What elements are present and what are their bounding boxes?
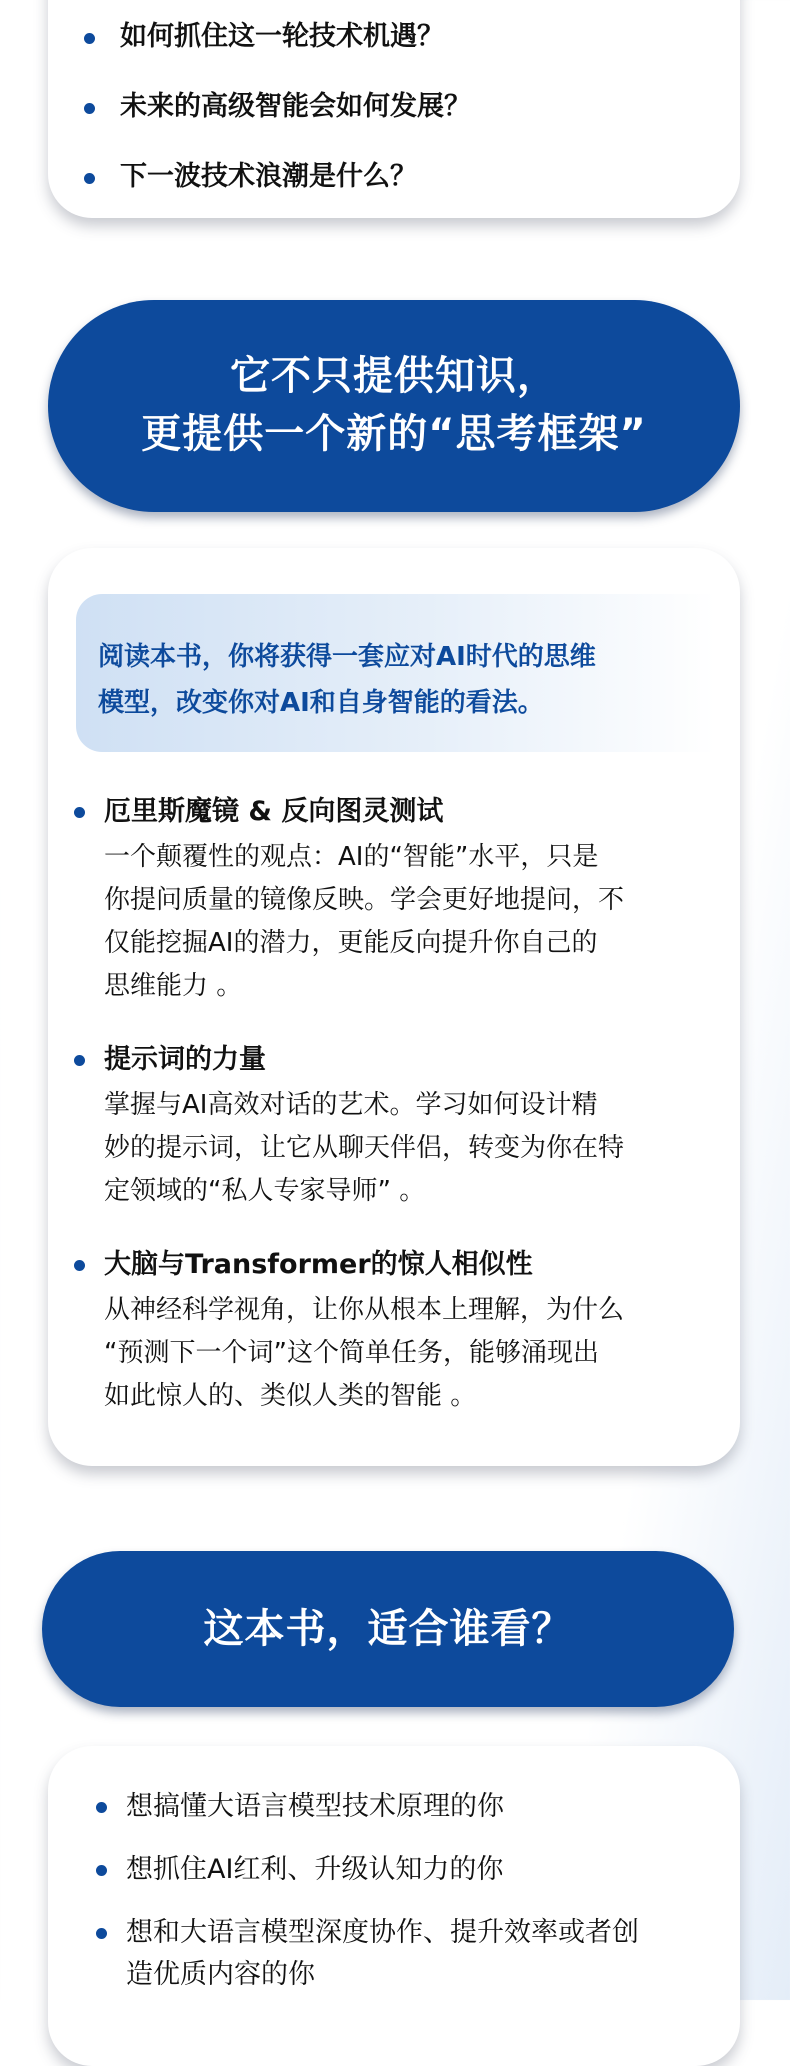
list-item-line: 想搞懂大语言模型技术原理的你 — [126, 1791, 504, 1822]
audience-list — [126, 1786, 720, 1996]
feature-title: 厄里斯魔镜 & 反向图灵测试 — [104, 790, 724, 834]
banner-line-2: 更提供一个新的“思考框架” — [141, 411, 647, 457]
list-item — [126, 1786, 720, 1828]
top-question-card — [48, 0, 740, 218]
feature-body — [104, 836, 724, 1008]
feature-body — [104, 1084, 724, 1213]
feature-body — [104, 1289, 724, 1418]
list-item-line: 造优质内容的你 — [126, 1959, 315, 1990]
callout-line-2: 模型，改变你对AI和自身智能的看法。 — [98, 688, 544, 718]
audience-card — [48, 1746, 740, 2066]
list-item — [126, 1849, 720, 1891]
list-item: 如何抓住这一轮技术机遇？ — [120, 2, 700, 72]
banner-line-1: 它不只提供知识， — [230, 353, 558, 399]
list-item — [126, 1912, 720, 1996]
feature-line: 你提问质量的镜像反映。学会更好地提问，不 — [104, 885, 625, 915]
feature-line: 定领域的“私人专家导师” 。 — [104, 1176, 426, 1206]
feature-brain-transformer — [104, 1243, 724, 1418]
list-item: 未来的高级智能会如何发展？ — [120, 72, 700, 142]
list-item: 下一波技术浪潮是什么？ — [120, 142, 700, 212]
list-item-line: 想抓住AI红利、升级认知力的你 — [126, 1854, 504, 1885]
feature-line: 妙的提示词，让它从聊天伴侣，转变为你在特 — [104, 1133, 625, 1163]
feature-line: 如此惊人的、类似人类的智能 。 — [104, 1381, 477, 1411]
question-list — [120, 2, 700, 212]
feature-title: 提示词的力量 — [104, 1038, 724, 1082]
feature-line: 从神经科学视角，让你从根本上理解，为什么 — [104, 1295, 625, 1325]
feature-prompt — [104, 1038, 724, 1213]
audience-banner: 这本书，适合谁看？ — [42, 1551, 734, 1707]
feature-mirror — [104, 790, 724, 1008]
benefits-card — [48, 548, 740, 1466]
feature-line: 仅能挖掘AI的潜力，更能反向提升你自己的 — [104, 928, 598, 958]
callout-box — [76, 594, 716, 752]
thinking-framework-banner — [48, 300, 740, 512]
feature-line: “预测下一个词”这个简单任务，能够涌现出 — [104, 1338, 599, 1368]
feature-line: 思维能力 。 — [104, 971, 243, 1001]
feature-line: 一个颠覆性的观点：AI的“智能”水平，只是 — [104, 842, 599, 872]
list-item-line: 想和大语言模型深度协作、提升效率或者创 — [126, 1917, 639, 1948]
callout-line-1: 阅读本书，你将获得一套应对AI时代的思维 — [98, 642, 596, 672]
feature-line: 掌握与AI高效对话的艺术。学习如何设计精 — [104, 1090, 598, 1120]
feature-title: 大脑与Transformer的惊人相似性 — [104, 1243, 724, 1287]
